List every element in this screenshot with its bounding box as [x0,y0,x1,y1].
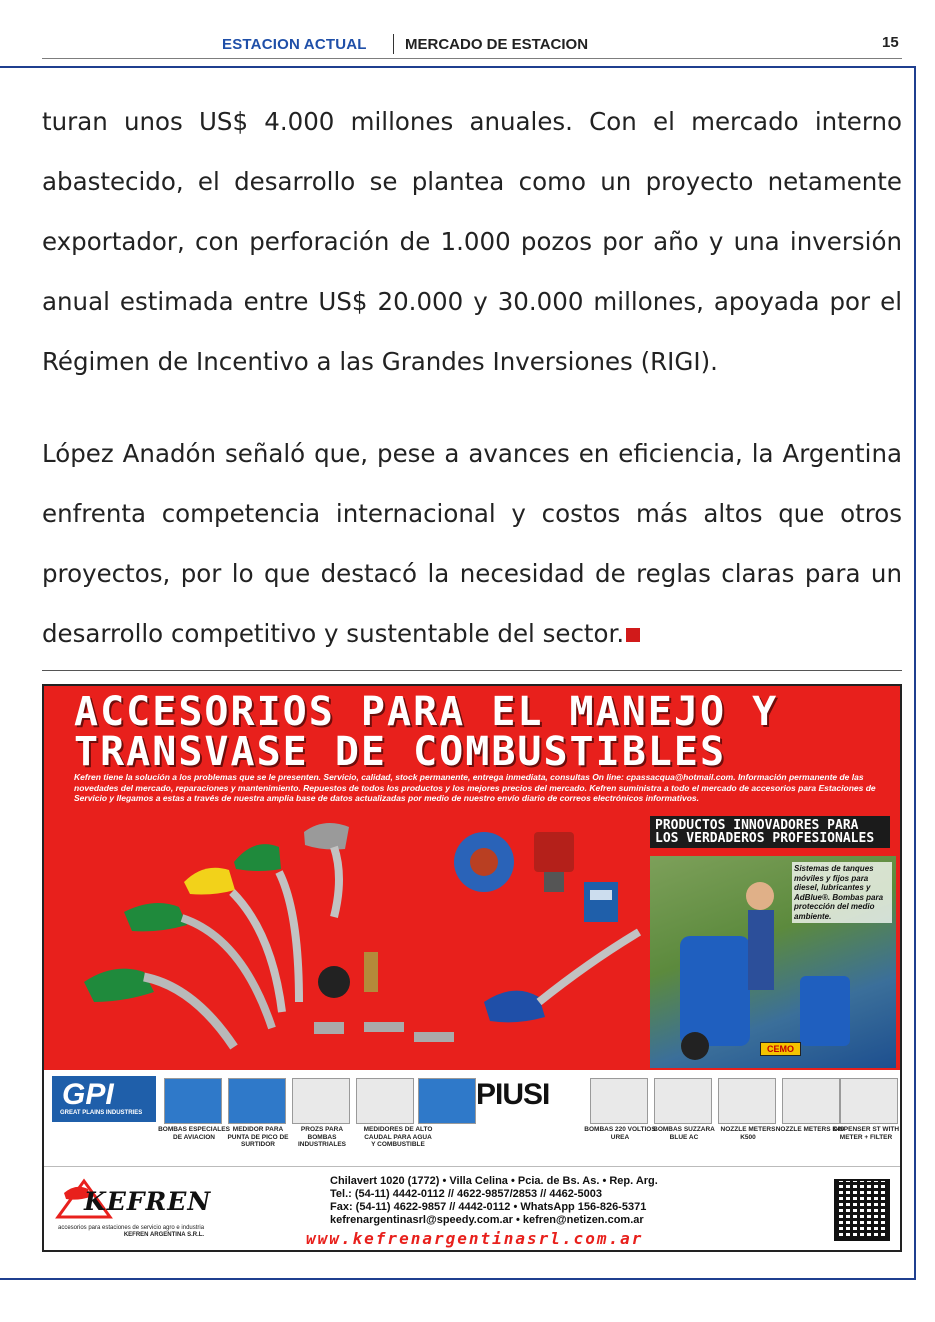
nozzle-icon [234,844,299,1002]
product-caption: PROZS PARA BOMBAS INDUSTRIALES [297,1126,347,1148]
product-nozzle-k40-image [782,1078,840,1124]
product-caption: DISPENSER ST WITH METER + FILTER [832,1126,900,1141]
product-nozzle-k500-image [718,1078,776,1124]
contact-address: Chilavert 1020 (1772) • Villa Celina • Pcia. de Bs. As. • Rep. Arg. [330,1175,658,1187]
gpi-logo-text: GPI [62,1078,114,1111]
nozzle-icon [84,969,234,1047]
product-aviation-pump-image [164,1078,222,1124]
product-caption: BOMBAS SUZZARA BLUE AC [653,1126,715,1141]
meter-icon [584,882,618,922]
article-body [42,92,902,696]
nozzle-icon [184,868,282,1012]
promo-description: Sistemas de tanques móviles y fijos para diesel, lubricantes y AdBlue®. Bombas para protección del medio ambiente. [792,862,892,923]
ad-headline [74,689,874,775]
ad-intro-text: Kefren tiene la solución a los problemas que se le presenten. Servicio, calidad, stock permanente, entrega inmediata, consultas On line: cpassacqua@hotmail.com. Información permanente de las novedades del mercado, reparaciones y mantenimiento. Repuestos de todos los productos y los mejores precios del mercado. Kefren suministra a todo el mercado de accesorios para Estaciones de Servicio y llegamos a estas a través de nuestra amplia base de datos actualizadas por medio de nuestro envío diario de correos electrónicos informativos. [74,772,876,803]
fuel-nozzles-image [64,812,654,1064]
ad-headline-line1: ACCESORIOS PARA EL MANEJO Y [74,689,779,735]
cemo-logo: CEMO [760,1042,801,1056]
nozzle-icon [304,823,349,917]
header-section: ESTACION ACTUAL [222,36,367,53]
product-caption: NOZZLE METERS K40 [775,1126,845,1133]
header-rule [42,58,902,59]
article-paragraph [42,92,902,392]
section-divider [42,670,902,671]
header-separator [393,34,394,54]
product-caption: BOMBAS ESPECIALES DE AVIACION [158,1126,230,1141]
contact-fax: Fax: (54-11) 4622-9857 // 4442-0112 • WhatsApp 156-826-5371 [330,1201,647,1213]
promo-headline: PRODUCTOS INNOVADORES PARA LOS VERDADEROS PROFESIONALES [650,816,890,848]
product-industrial-pump-image [292,1078,350,1124]
product-urea-pump-image [590,1078,648,1124]
product-dispenser-image [840,1078,898,1124]
article-paragraph [42,424,902,664]
product-caption: MEDIDOR PARA PUNTA DE PICO DE SURTIDOR [227,1126,289,1148]
ad-red-panel [44,686,900,1070]
end-of-article-mark [626,628,640,642]
kefren-logo [54,1173,284,1243]
page-number: 15 [882,34,899,51]
nozzle-icon [484,932,639,1022]
header-topic: MERCADO DE ESTACION [405,36,589,53]
contact-details [330,1175,750,1227]
product-nozzle-meter-image [228,1078,286,1124]
product-high-flow-meter-image [356,1078,414,1124]
piusi-logo: PIUSI [476,1078,550,1111]
ad-product-strip [44,1072,900,1166]
contact-phone: Tel.: (54-11) 4442-0112 // 4622-9857/2853 // 4462-5003 [330,1188,602,1200]
product-caption: BOMBAS 220 VOLTIOS UREA [584,1126,656,1141]
kefren-company: KEFREN ARGENTINA S.R.L. [123,1232,205,1238]
hose-reel-icon [454,832,514,892]
product-suzzara-pump-image [654,1078,712,1124]
contact-emails: kefrenargentinasrl@speedy.com.ar • kefren@netizen.com.ar [330,1214,644,1226]
website-link[interactable]: www.kefrenargentinasrl.com.ar [306,1229,644,1248]
gpi-logo [52,1076,156,1122]
gpi-logo-subtitle: GREAT PLAINS INDUSTRIES [60,1110,143,1116]
kefren-advertisement [42,684,902,1252]
paragraph-text: López Anadón señaló que, pese a avances en eficiencia, la Argentina enfrenta competencia internacional y costos más altos que otros proyectos, por lo que destacó la necesidad de reglas claras para un desarrollo competitivo y sustentable del sector. [42,439,902,648]
pump-icon [534,832,574,892]
ad-headline-line2: TRANSVASE DE COMBUSTIBLES [74,729,727,775]
product-caption: MEDIDORES DE ALTO CAUDAL PARA AGUA Y COMBUSTIBLE [363,1126,433,1148]
qr-code-icon [834,1179,890,1241]
product-flow-meter-image [418,1078,476,1124]
kefren-tagline: accesorios para estaciones de servicio agro e industria [58,1225,205,1231]
kefren-brand-name: KEFREN [84,1187,212,1216]
kefren-brand-subtitle [58,1225,204,1239]
paragraph-text: turan unos US$ 4.000 millones anuales. Con el mercado interno abastecido, el desarrollo se plantea como un proyecto netamente exportador, con perforación de 1.000 pozos por año y una inversión anual estimada entre US$ 20.000 y 30.000 millones, apoyada por el Régimen de Incentivo a las Grandes Inversiones (RIGI). [42,107,902,376]
fittings-icon [314,952,454,1042]
ad-contact-footer [44,1166,900,1251]
product-caption: NOZZLE METERS K500 [720,1126,776,1141]
